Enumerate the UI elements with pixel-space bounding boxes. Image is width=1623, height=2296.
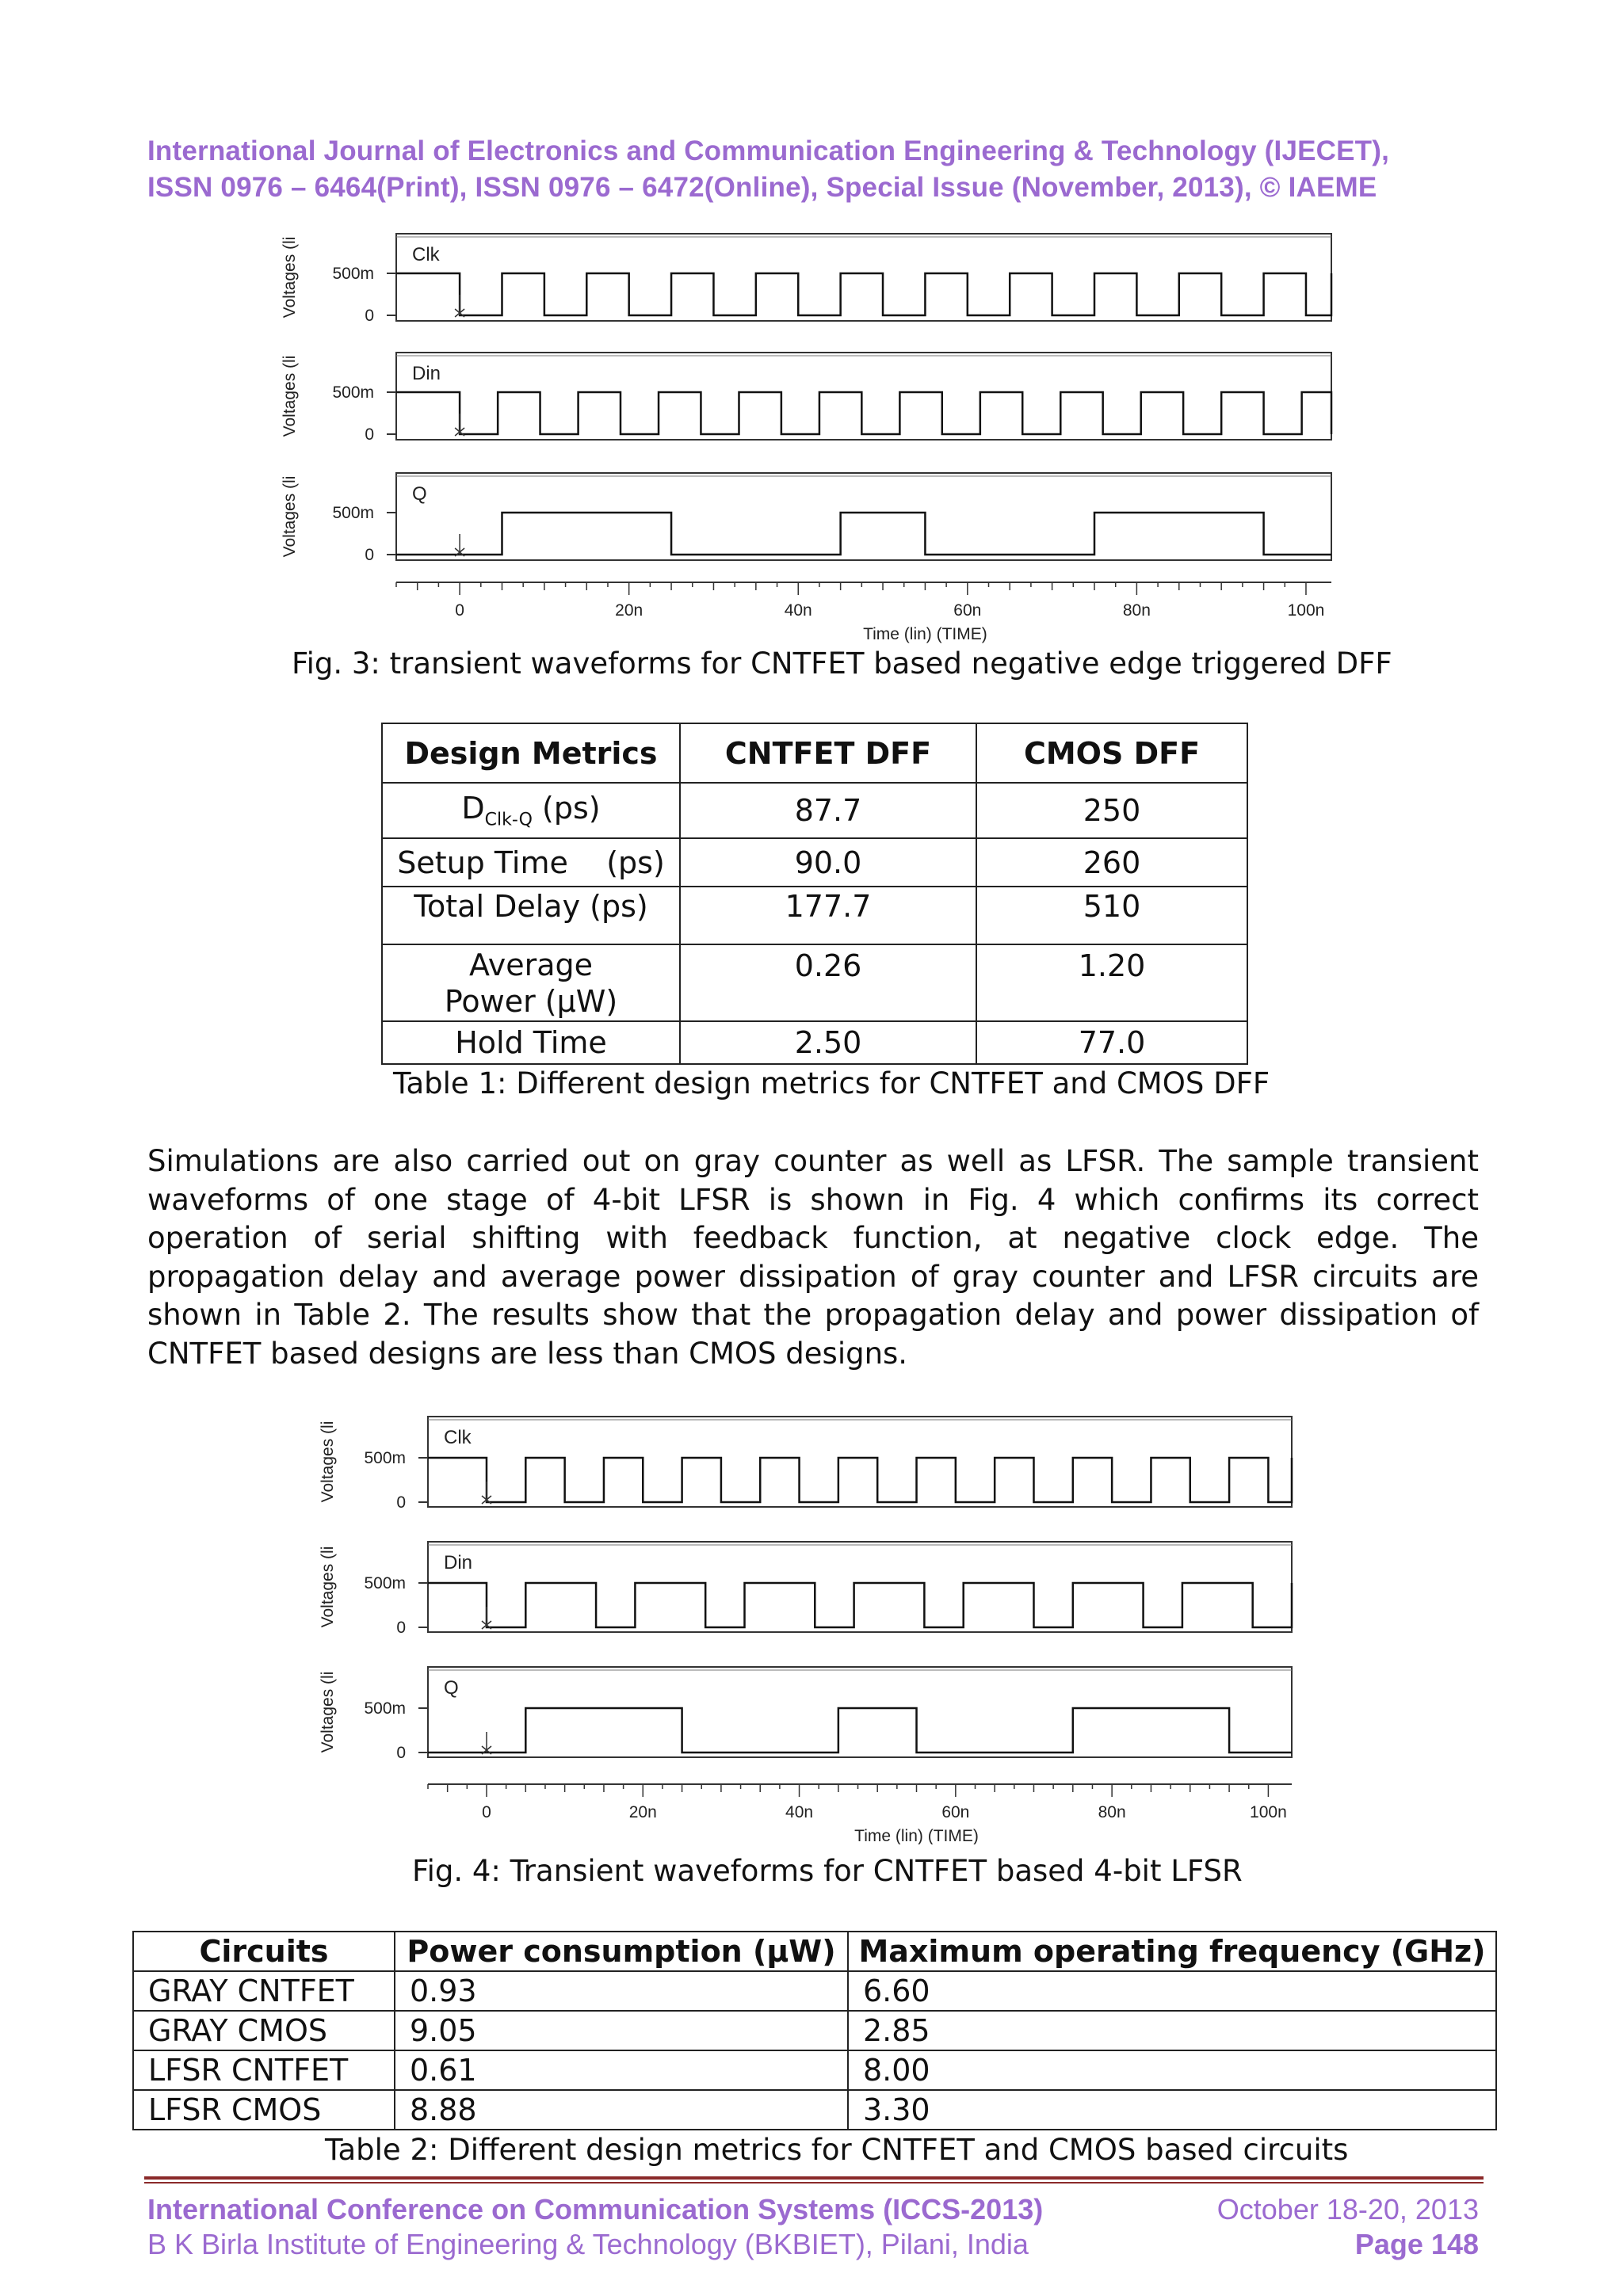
metric-unit: (ps) (532, 791, 601, 826)
table-2-cell: 8.88 (395, 2090, 848, 2130)
waveform-panel-frame (396, 234, 1331, 321)
journal-header-line2: ISSN 0976 – 6464(Print), ISSN 0976 – 6472(Online), Special Issue (November, 2013), © IAEME (147, 172, 1377, 203)
figure-4 (309, 1394, 1308, 1844)
table-2-cell: 8.00 (848, 2050, 1496, 2090)
x-tick-label: 80n (1122, 601, 1151, 620)
y-axis-label: Voltages (li (319, 1671, 337, 1753)
table-1-header-cell: CNTFET DFF (680, 723, 976, 783)
y-tick-label: 0 (396, 1493, 406, 1512)
table-1-row (382, 838, 1247, 887)
y-tick-label: 500m (332, 504, 374, 522)
table-1-row (382, 783, 1247, 838)
table-1-caption: Table 1: Different design metrics for CNTFET and CMOS DFF (393, 1066, 1270, 1100)
table-2-row (133, 2011, 1496, 2050)
waveform-din (428, 1583, 1292, 1627)
x-tick-label: 40n (784, 601, 812, 620)
table-1-row (382, 944, 1247, 1021)
table-2-cell: 9.05 (395, 2011, 848, 2050)
table-1-header-cell: Design Metrics (382, 723, 680, 783)
table-1-metric-cell: Total Delay (ps) (382, 887, 680, 944)
table-1-cell: 177.7 (680, 887, 976, 944)
table-2-cell: 2.85 (848, 2011, 1496, 2050)
y-tick-label: 0 (365, 546, 374, 564)
metric-symbol: D (461, 791, 485, 826)
cursor-marker (482, 1732, 491, 1754)
x-axis-label: Time (lin) (TIME) (863, 625, 987, 643)
table-1-cell: 2.50 (680, 1021, 976, 1064)
signal-name-clk: Clk (412, 244, 440, 265)
table-1-row (382, 887, 1247, 944)
x-tick-label: 0 (455, 601, 464, 620)
signal-name-din: Din (412, 363, 441, 384)
table-2-caption: Table 2: Different design metrics for CNTFET and CMOS based circuits (325, 2133, 1349, 2167)
table-1-header-row (382, 723, 1247, 783)
table-2-header-cell: Maximum operating frequency (GHz) (848, 1932, 1496, 1971)
x-tick-label: 60n (953, 601, 982, 620)
x-tick-label: 100n (1250, 1803, 1287, 1821)
table-2-cell: GRAY CMOS (133, 2011, 395, 2050)
table-1-metric-cell: Average Power (μW) (382, 944, 680, 1021)
waveform-clk (428, 1458, 1292, 1502)
waveform-q (396, 513, 1331, 555)
y-tick-label: 0 (396, 1619, 406, 1637)
x-tick-label: 0 (482, 1803, 491, 1821)
x-tick-label: 80n (1098, 1803, 1126, 1821)
table-1-cell: 260 (976, 838, 1247, 887)
table-1-cell: 77.0 (976, 1021, 1247, 1064)
footer-date: October 18-20, 2013 (1216, 2193, 1479, 2225)
table-1-metric-cell (382, 783, 680, 838)
signal-name-clk: Clk (444, 1427, 472, 1448)
cursor-marker (455, 534, 464, 556)
y-tick-label: 500m (364, 1699, 406, 1718)
waveform-panel-frame (428, 1667, 1292, 1757)
x-tick-label: 60n (941, 1803, 970, 1821)
signal-name-q: Q (412, 483, 427, 505)
table-1-metric-cell: Hold Time (382, 1021, 680, 1064)
table-2 (132, 1931, 1497, 2130)
y-tick-label: 0 (365, 307, 374, 325)
footer-rule (144, 2176, 1484, 2183)
waveform-clk (396, 273, 1331, 315)
y-tick-label: 500m (364, 1574, 406, 1592)
waveform-panel-frame (428, 1417, 1292, 1507)
table-1-header-cell: CMOS DFF (976, 723, 1247, 783)
table-2-cell: 0.93 (395, 1971, 848, 2011)
x-tick-label: 20n (628, 1803, 657, 1821)
table-2-cell: 0.61 (395, 2050, 848, 2090)
metric-subscript: Clk-Q (484, 810, 533, 830)
table-2-cell: GRAY CNTFET (133, 1971, 395, 2011)
y-axis-label: Voltages (li (319, 1546, 337, 1628)
cursor-marker (455, 414, 464, 436)
y-tick-label: 500m (332, 383, 374, 402)
body-paragraph: Simulations are also carried out on gray counter as well as LFSR. The sample transient waveforms of one stage of 4-bit LFSR is shown in Fig. 4 which confirms its correct operation of serial shifting with feedback function, at negative clock edge. The propagation delay and average power dissipation of gray counter and LFSR circuits are shown in Table 2. The results show that the propagation delay and power dissipation of CNTFET based designs are less than CMOS designs. (147, 1144, 1479, 1371)
table-1-cell: 510 (976, 887, 1247, 944)
table-1-metric-cell: Setup Time (ps) (382, 838, 680, 887)
table-1-cell: 1.20 (976, 944, 1247, 1021)
table-1-cell: 87.7 (680, 783, 976, 838)
x-tick-label: 20n (615, 601, 643, 620)
waveform-din (396, 392, 1331, 434)
footer-institute: B K Birla Institute of Engineering & Technology (BKBIET), Pilani, India (147, 2228, 1029, 2260)
y-tick-label: 500m (364, 1449, 406, 1467)
table-2-header-row (133, 1932, 1496, 1971)
table-2-cell: LFSR CMOS (133, 2090, 395, 2130)
footer-page-number: Page 148 (1354, 2228, 1479, 2260)
table-1-cell: 250 (976, 783, 1247, 838)
table-1 (381, 723, 1248, 1065)
figure-3 (277, 226, 1339, 646)
signal-name-q: Q (444, 1677, 459, 1699)
table-1-row (382, 1021, 1247, 1064)
table-2-cell: 3.30 (848, 2090, 1496, 2130)
y-axis-label: Voltages (li (319, 1421, 337, 1503)
waveform-panel-frame (428, 1542, 1292, 1632)
table-2-header-cell: Power consumption (μW) (395, 1932, 848, 1971)
y-tick-label: 0 (365, 425, 374, 444)
y-axis-label: Voltages (li (281, 236, 299, 318)
figure-4-caption: Fig. 4: Transient waveforms for CNTFET based 4-bit LFSR (412, 1854, 1243, 1888)
cursor-marker (455, 295, 464, 317)
waveform-panel-frame (396, 473, 1331, 560)
figure-3-caption: Fig. 3: transient waveforms for CNTFET based negative edge triggered DFF (292, 646, 1392, 681)
x-tick-label: 100n (1287, 601, 1325, 620)
y-tick-label: 500m (332, 265, 374, 283)
journal-header-line1: International Journal of Electronics and Communication Engineering & Technology (IJECET), (147, 135, 1390, 166)
cursor-marker (482, 1482, 491, 1504)
table-1-cell: 0.26 (680, 944, 976, 1021)
y-axis-label: Voltages (li (281, 475, 299, 558)
x-axis-label: Time (lin) (TIME) (854, 1827, 979, 1844)
table-2-row (133, 2050, 1496, 2090)
cursor-marker (482, 1607, 491, 1629)
table-2-cell: LFSR CNTFET (133, 2050, 395, 2090)
table-2-row (133, 2090, 1496, 2130)
journal-header (147, 133, 1479, 206)
waveform-panel-frame (396, 353, 1331, 440)
table-2-cell: 6.60 (848, 1971, 1496, 2011)
table-1-cell: 90.0 (680, 838, 976, 887)
waveform-q (428, 1708, 1292, 1753)
x-tick-label: 40n (785, 1803, 814, 1821)
y-axis-label: Voltages (li (281, 355, 299, 437)
table-2-row (133, 1971, 1496, 2011)
table-2-header-cell: Circuits (133, 1932, 395, 1971)
footer-conference: International Conference on Communication Systems (ICCS-2013) (147, 2193, 1044, 2225)
signal-name-din: Din (444, 1552, 473, 1573)
y-tick-label: 0 (396, 1744, 406, 1762)
